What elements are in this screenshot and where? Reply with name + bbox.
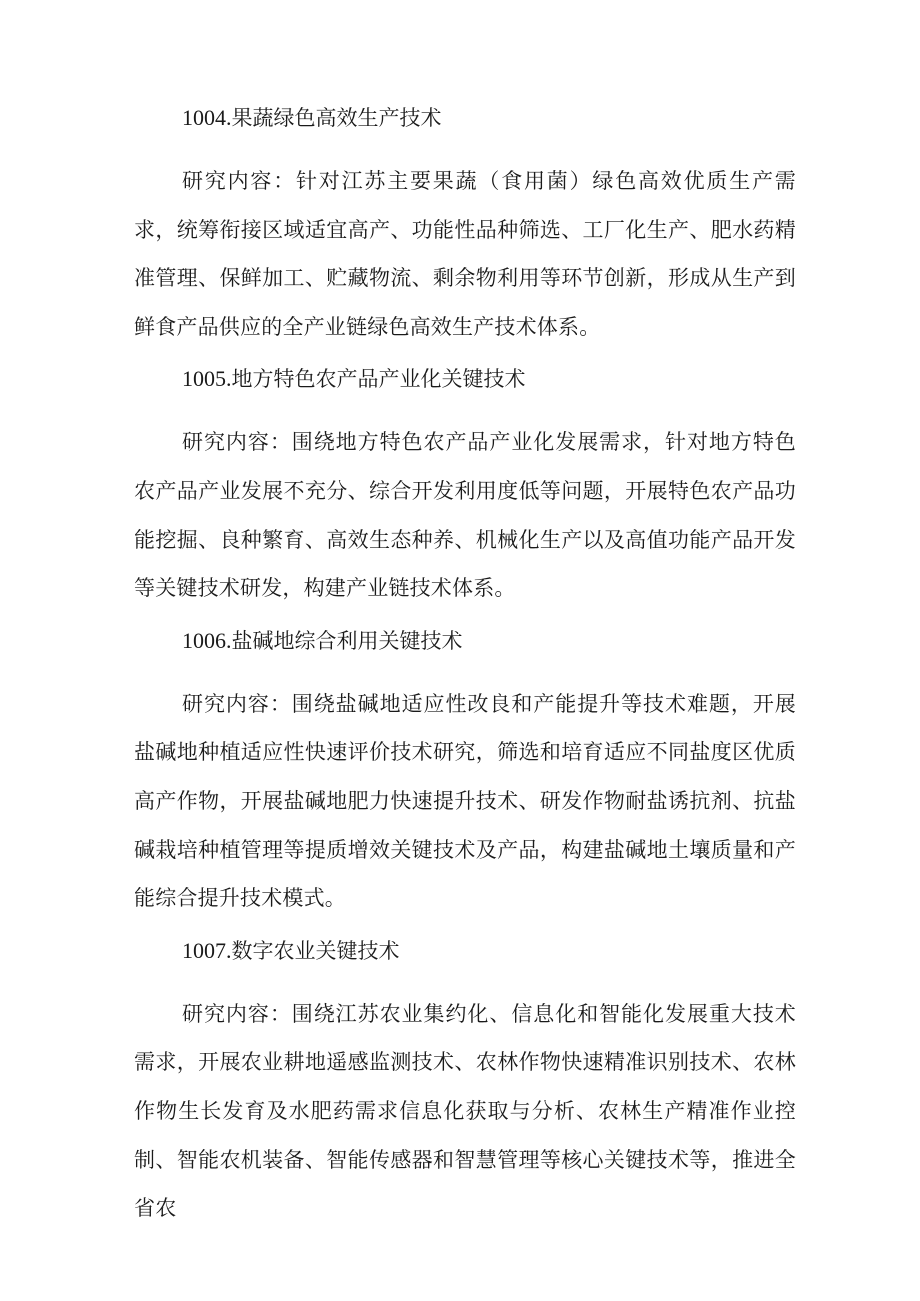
section-heading-1007 [134, 927, 796, 975]
document-body [134, 94, 796, 1237]
section-number: 1004. [182, 105, 232, 130]
section-paragraph-1005: 研究内容：围绕地方特色农产品产业化发展需求，针对地方特色农产品产业发展不充分、综合开发利用度低等问题，开展特色农产品功能挖掘、良种繁育、高效生态种养、机械化生产以及高值功能产品开发等关键技术研发，构建产业链技术体系。 [134, 430, 796, 601]
section-title: 果蔬绿色高效生产技术 [231, 106, 442, 130]
section-title: 地方特色农产品产业化关键技术 [231, 367, 526, 392]
section-number: 1005. [182, 366, 232, 392]
section-paragraph-1006: 研究内容：围绕盐碱地适应性改良和产能提升等技术难题，开展盐碱地种植适应性快速评价技术研究，筛选和培育适应不同盐度区优质高产作物，开展盐碱地肥力快速提升技术、研发作物耐盐诱抗剂、抗盐碱栽培种植管理等提质增效关键技术及产品，构建盐碱地土壤质量和产能综合提升技术模式。 [134, 691, 796, 911]
section-paragraph-1007: 研究内容：围绕江苏农业集约化、信息化和智能化发展重大技术需求，开展农业耕地遥感监测技术、农林作物快速精准识别技术、农林作物生长发育及水肥药需求信息化获取与分析、农林生产精准作业控制、智能农机装备、智能传感器和智慧管理等核心关键技术等，推进全省农 [134, 1001, 796, 1221]
section-number: 1007. [182, 937, 232, 963]
section-paragraph-1004: 研究内容：针对江苏主要果蔬（食用菌）绿色高效优质生产需求，统筹衔接区域适宜高产、功能性品种筛选、工厂化生产、肥水药精准管理、保鲜加工、贮藏物流、剩余物利用等环节创新，形成从生产到鲜食产品供应的全产业链绿色高效生产技术体系。 [134, 169, 796, 339]
section-title: 数字农业关键技术 [231, 938, 400, 963]
section-heading-1004 [134, 94, 796, 142]
section-title: 盐碱地综合利用关键技术 [231, 628, 463, 653]
section-heading-1006 [134, 617, 796, 665]
section-number: 1006. [182, 627, 232, 653]
section-heading-1005 [134, 355, 796, 403]
